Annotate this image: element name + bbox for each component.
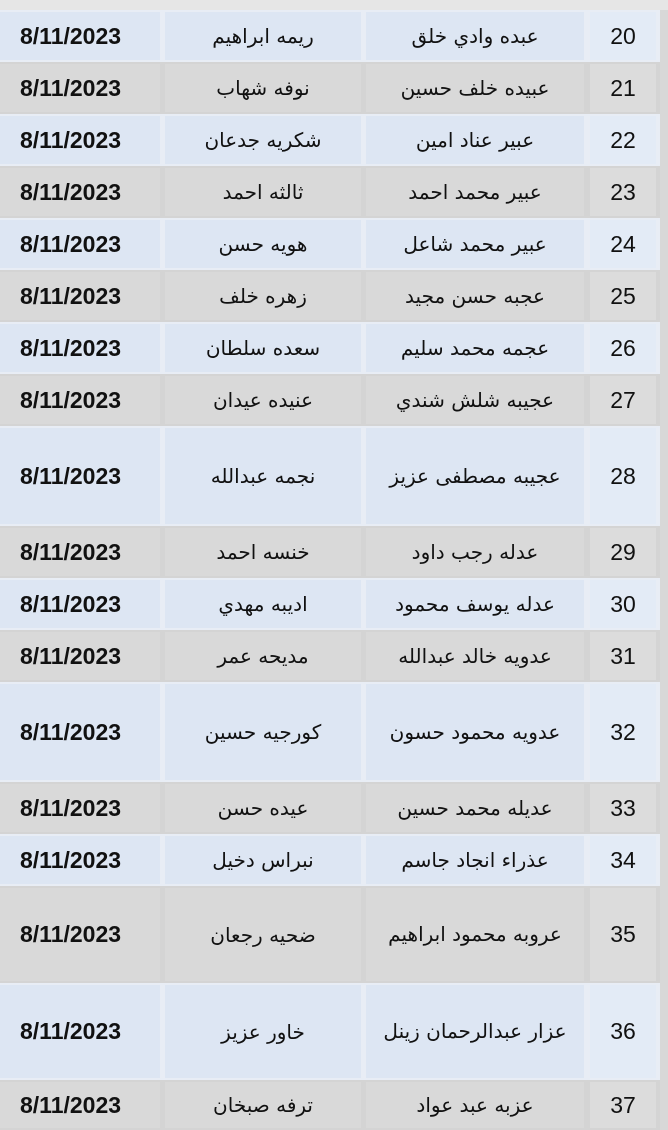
row-number-cell[interactable]: 37 — [590, 1082, 656, 1128]
date-cell[interactable]: 8/11/2023 — [0, 985, 160, 1078]
mother-name-cell[interactable]: سعده سلطان — [165, 324, 361, 372]
mother-name-cell[interactable]: خاور عزيز — [165, 985, 361, 1078]
table-row — [0, 218, 668, 270]
table-row — [0, 886, 668, 983]
row-number-cell[interactable]: 26 — [590, 324, 656, 372]
date-cell[interactable]: 8/11/2023 — [0, 428, 160, 524]
column-edge — [660, 578, 668, 630]
full-name-cell[interactable]: عديله محمد حسين — [366, 784, 584, 832]
column-edge — [660, 10, 668, 62]
full-name-cell[interactable]: عبيده خلف حسين — [366, 64, 584, 112]
mother-name-cell[interactable]: عنيده عيدان — [165, 376, 361, 424]
table-row — [0, 578, 668, 630]
column-edge — [660, 526, 668, 578]
mother-name-cell[interactable]: مديحه عمر — [165, 632, 361, 680]
table-row — [0, 426, 668, 526]
date-cell[interactable]: 8/11/2023 — [0, 888, 160, 981]
mother-name-cell[interactable]: نجمه عبدالله — [165, 428, 361, 524]
mother-name-cell[interactable]: خنسه احمد — [165, 528, 361, 576]
row-number-cell[interactable]: 22 — [590, 116, 656, 164]
date-cell[interactable]: 8/11/2023 — [0, 528, 160, 576]
date-cell[interactable]: 8/11/2023 — [0, 632, 160, 680]
column-edge — [660, 983, 668, 1080]
date-cell[interactable]: 8/11/2023 — [0, 784, 160, 832]
column-edge — [660, 886, 668, 983]
table-row — [0, 166, 668, 218]
full-name-cell[interactable]: عجيبه شلش شندي — [366, 376, 584, 424]
column-edge — [660, 682, 668, 782]
mother-name-cell[interactable]: ريمه ابراهيم — [165, 12, 361, 60]
mother-name-cell[interactable]: زهره خلف — [165, 272, 361, 320]
table-row — [0, 374, 668, 426]
column-edge — [660, 114, 668, 166]
partial-row-above — [0, 0, 668, 10]
date-cell[interactable]: 8/11/2023 — [0, 64, 160, 112]
mother-name-cell[interactable]: ضحيه رجعان — [165, 888, 361, 981]
full-name-cell[interactable]: عروبه محمود ابراهيم — [366, 888, 584, 981]
date-cell[interactable]: 8/11/2023 — [0, 272, 160, 320]
column-edge — [660, 322, 668, 374]
full-name-cell[interactable]: عبير محمد احمد — [366, 168, 584, 216]
full-name-cell[interactable]: عزار عبدالرحمان زينل — [366, 985, 584, 1078]
date-cell[interactable]: 8/11/2023 — [0, 168, 160, 216]
table-row — [0, 630, 668, 682]
column-edge — [660, 782, 668, 834]
row-number-cell[interactable]: 33 — [590, 784, 656, 832]
full-name-cell[interactable]: عجبه حسن مجيد — [366, 272, 584, 320]
row-number-cell[interactable]: 27 — [590, 376, 656, 424]
table-row — [0, 983, 668, 1080]
column-edge — [660, 218, 668, 270]
column-edge — [660, 270, 668, 322]
date-cell[interactable]: 8/11/2023 — [0, 684, 160, 780]
mother-name-cell[interactable]: عيده حسن — [165, 784, 361, 832]
table-row — [0, 1080, 668, 1130]
date-cell[interactable]: 8/11/2023 — [0, 220, 160, 268]
column-edge — [660, 1080, 668, 1130]
full-name-cell[interactable]: عبده وادي خلق — [366, 12, 584, 60]
table-row — [0, 834, 668, 886]
table-row — [0, 10, 668, 62]
row-number-cell[interactable]: 20 — [590, 12, 656, 60]
date-cell[interactable]: 8/11/2023 — [0, 376, 160, 424]
full-name-cell[interactable]: عدله رجب داود — [366, 528, 584, 576]
mother-name-cell[interactable]: كورجيه حسين — [165, 684, 361, 780]
row-number-cell[interactable]: 32 — [590, 684, 656, 780]
column-edge — [660, 62, 668, 114]
full-name-cell[interactable]: عزبه عبد عواد — [366, 1082, 584, 1128]
table-row — [0, 114, 668, 166]
mother-name-cell[interactable]: اديبه مهدي — [165, 580, 361, 628]
full-name-cell[interactable]: عدويه محمود حسون — [366, 684, 584, 780]
row-number-cell[interactable]: 31 — [590, 632, 656, 680]
table-row — [0, 62, 668, 114]
date-cell[interactable]: 8/11/2023 — [0, 324, 160, 372]
row-number-cell[interactable]: 24 — [590, 220, 656, 268]
mother-name-cell[interactable]: ترفه صبخان — [165, 1082, 361, 1128]
date-cell[interactable]: 8/11/2023 — [0, 116, 160, 164]
table-row — [0, 270, 668, 322]
full-name-cell[interactable]: عبير محمد شاعل — [366, 220, 584, 268]
column-edge — [660, 426, 668, 526]
full-name-cell[interactable]: عدله يوسف محمود — [366, 580, 584, 628]
table-row — [0, 526, 668, 578]
column-edge — [660, 834, 668, 886]
table-row — [0, 322, 668, 374]
row-number-cell[interactable]: 30 — [590, 580, 656, 628]
date-cell[interactable]: 8/11/2023 — [0, 836, 160, 884]
row-number-cell[interactable]: 35 — [590, 888, 656, 981]
mother-name-cell[interactable]: نوفه شهاب — [165, 64, 361, 112]
table-row — [0, 682, 668, 782]
full-name-cell[interactable]: عبير عناد امين — [366, 116, 584, 164]
mother-name-cell[interactable]: شكريه جدعان — [165, 116, 361, 164]
row-number-cell[interactable]: 34 — [590, 836, 656, 884]
column-edge — [660, 374, 668, 426]
full-name-cell[interactable]: عجمه محمد سليم — [366, 324, 584, 372]
column-edge — [660, 166, 668, 218]
mother-name-cell[interactable]: نبراس دخيل — [165, 836, 361, 884]
mother-name-cell[interactable]: هويه حسن — [165, 220, 361, 268]
row-number-cell[interactable]: 21 — [590, 64, 656, 112]
row-number-cell[interactable]: 36 — [590, 985, 656, 1078]
full-name-cell[interactable]: عذراء انجاد جاسم — [366, 836, 584, 884]
date-cell[interactable]: 8/11/2023 — [0, 12, 160, 60]
date-cell[interactable]: 8/11/2023 — [0, 1082, 160, 1128]
row-number-cell[interactable]: 29 — [590, 528, 656, 576]
row-number-cell[interactable]: 28 — [590, 428, 656, 524]
table-row — [0, 782, 668, 834]
full-name-cell[interactable]: عجيبه مصطفى عزيز — [366, 428, 584, 524]
mother-name-cell[interactable]: ثالثه احمد — [165, 168, 361, 216]
row-number-cell[interactable]: 23 — [590, 168, 656, 216]
date-cell[interactable]: 8/11/2023 — [0, 580, 160, 628]
row-number-cell[interactable]: 25 — [590, 272, 656, 320]
full-name-cell[interactable]: عدويه خالد عبدالله — [366, 632, 584, 680]
column-edge — [660, 630, 668, 682]
